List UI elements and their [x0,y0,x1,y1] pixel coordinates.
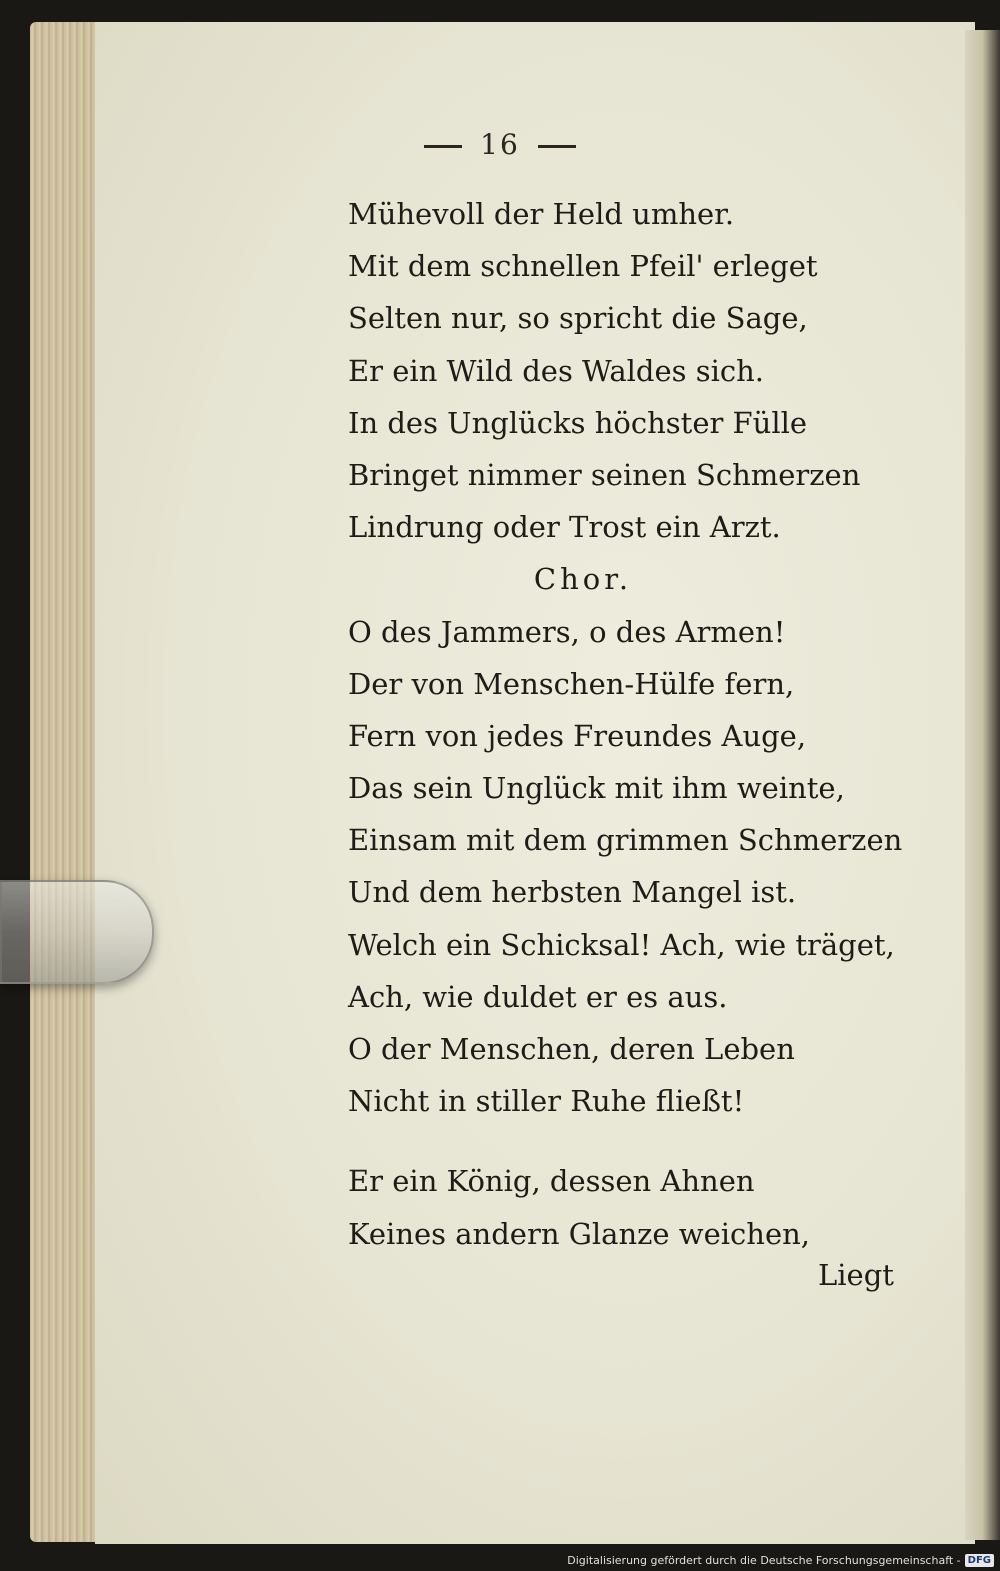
dash-right [538,145,576,148]
chor-line: Nicht in stiller Ruhe fließt! [348,1084,745,1119]
poem-line: Selten nur, so spricht die Sage, [348,301,808,336]
poem-text [348,188,902,1260]
poem-line: Bringet nimmer seinen Schmerzen [348,457,861,492]
chor-line: O der Menschen, deren Leben [348,1032,795,1066]
poem-line: Er ein Wild des Waldes sich. [348,353,765,388]
chor-line: Das sein Unglück mit ihm weinte, [348,771,845,806]
chor-line: O des Jammers, o des Armen! [348,614,786,649]
poem-line: Mühevoll der Held umher. [348,197,735,231]
chor-heading: Chor. [533,562,633,597]
poem-line: Keines andern Glanze weichen, [348,1216,811,1251]
poem-line: Lindrung oder Trost ein Arzt. [348,510,781,545]
dfg-logo: DFG [965,1554,994,1567]
facing-page-edge [965,30,1000,1540]
poem-line: Mit dem schnellen Pfeil' erleget [348,249,818,284]
chor-line: Welch ein Schicksal! Ach, wie träget, [348,927,895,962]
page-number [0,128,1000,161]
dash-left [424,145,462,148]
catchword: Liegt [818,1258,894,1292]
chor-line: Der von Menschen-Hülfe fern, [348,666,795,701]
stanza-gap [348,1127,902,1155]
page-clip [0,880,154,984]
page-number-value: 16 [480,128,520,161]
poem-line: In des Unglücks höchster Fülle [348,405,808,440]
chor-line: Und dem herbsten Mangel ist. [348,875,797,910]
chor-line: Einsam mit dem grimmen Schmerzen [348,823,903,858]
credit-text: Digitalisierung gefördert durch die Deutsche Forschungsgemeinschaft - [567,1554,961,1567]
chor-line: Ach, wie duldet er es aus. [348,979,728,1014]
digitization-credit [567,1554,994,1567]
poem-line: Er ein König, dessen Ahnen [348,1164,755,1199]
chor-line: Fern von jedes Freundes Auge, [348,718,807,753]
